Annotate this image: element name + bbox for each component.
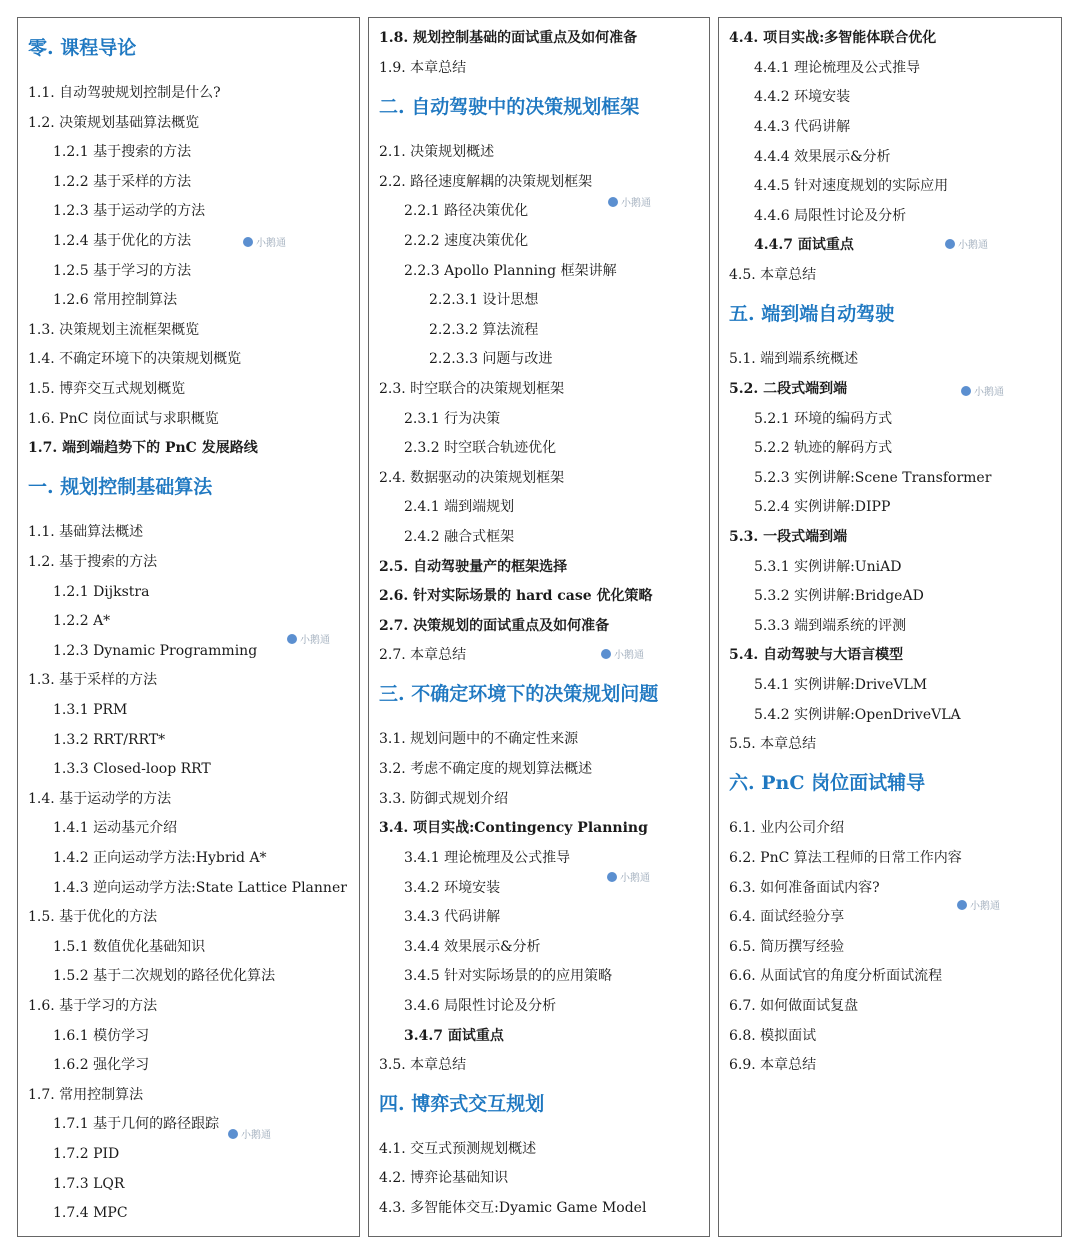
section-heading: 四. 博弈式交互规划 [379, 1093, 545, 1115]
toc-item: 3.4.1 理论梳理及公式推导 [404, 850, 571, 866]
toc-item: 2.7. 决策规划的面试重点及如何准备 [379, 618, 610, 634]
toc-item: 5.4.1 实例讲解:DriveVLM [754, 677, 928, 693]
toc-item: 1.5. 基于优化的方法 [28, 909, 158, 925]
toc-item: 1.2. 基于搜索的方法 [28, 554, 158, 570]
toc-item: 5.3. 一段式端到端 [729, 529, 848, 545]
toc-item: 2.2.3.2 算法流程 [429, 322, 539, 338]
toc-item: 1.7.4 MPC [53, 1205, 128, 1221]
toc-item: 3.4.7 面试重点 [404, 1028, 504, 1044]
toc-item: 1.2.2 A* [53, 613, 111, 629]
toc-item: 5.4. 自动驾驶与大语言模型 [729, 647, 904, 663]
toc-item: 3.5. 本章总结 [379, 1057, 467, 1073]
watermark-logo-icon [287, 634, 297, 644]
toc-item: 2.2.2 速度决策优化 [404, 233, 529, 249]
section-heading: 六. PnC 岗位面试辅导 [729, 772, 926, 794]
toc-item: 5.2.3 实例讲解:Scene Transformer [754, 470, 992, 486]
toc-item: 5.2.4 实例讲解:DIPP [754, 499, 891, 515]
toc-item: 4.4.3 代码讲解 [754, 119, 851, 135]
toc-item: 1.6. 基于学习的方法 [28, 998, 158, 1014]
watermark-text: 小鹅通 [621, 198, 651, 209]
toc-item: 2.4.2 融合式框架 [404, 529, 515, 545]
section-heading: 三. 不确定环境下的决策规划问题 [379, 683, 659, 705]
toc-column-1 [17, 17, 360, 1237]
toc-item: 4.4.1 理论梳理及公式推导 [754, 60, 921, 76]
watermark-text: 小鹅通 [241, 1130, 271, 1141]
watermark-logo-icon [243, 237, 253, 247]
toc-item: 4.5. 本章总结 [729, 267, 817, 283]
toc-item: 2.2. 路径速度解耦的决策规划框架 [379, 174, 593, 190]
watermark-text: 小鹅通 [620, 873, 650, 884]
toc-item: 2.1. 决策规划概述 [379, 144, 495, 160]
toc-item: 5.2.2 轨迹的解码方式 [754, 440, 893, 456]
toc-item: 6.9. 本章总结 [729, 1057, 817, 1073]
toc-column-2 [368, 17, 710, 1237]
watermark-text: 小鹅通 [970, 901, 1000, 912]
toc-item: 1.5.1 数值优化基础知识 [53, 939, 206, 955]
toc-list [369, 18, 709, 1236]
toc-item: 6.4. 面试经验分享 [729, 909, 845, 925]
toc-list [719, 18, 1061, 1236]
toc-item: 1.2.4 基于优化的方法 [53, 233, 192, 249]
toc-item: 3.4.3 代码讲解 [404, 909, 501, 925]
watermark-mark [961, 383, 1004, 398]
toc-item: 5.3.3 端到端系统的评测 [754, 618, 907, 634]
toc-item: 2.4. 数据驱动的决策规划框架 [379, 470, 565, 486]
toc-item: 1.3.1 PRM [53, 702, 128, 718]
toc-item: 1.3.2 RRT/RRT* [53, 732, 166, 748]
watermark-mark [608, 194, 651, 209]
toc-item: 1.7.3 LQR [53, 1176, 125, 1192]
toc-item: 4.4.2 环境安装 [754, 89, 851, 105]
toc-item: 5.4.2 实例讲解:OpenDriveVLA [754, 707, 961, 723]
toc-item: 1.7. 端到端趋势下的 PnC 发展路线 [28, 440, 258, 456]
toc-item: 1.3.3 Closed-loop RRT [53, 761, 211, 777]
toc-item: 2.3.1 行为决策 [404, 411, 501, 427]
toc-item: 4.1. 交互式预测规划概述 [379, 1141, 537, 1157]
toc-list [18, 18, 359, 1236]
watermark-mark [601, 646, 644, 661]
toc-item: 6.7. 如何做面试复盘 [729, 998, 859, 1014]
toc-item: 6.5. 简历撰写经验 [729, 939, 845, 955]
toc-item: 2.2.1 路径决策优化 [404, 203, 529, 219]
watermark-logo-icon [608, 197, 618, 207]
toc-item: 1.4. 基于运动学的方法 [28, 791, 172, 807]
toc-item: 2.7. 本章总结 [379, 647, 467, 663]
toc-item: 6.1. 业内公司介绍 [729, 820, 845, 836]
toc-item: 2.6. 针对实际场景的 hard case 优化策略 [379, 588, 653, 604]
section-heading: 二. 自动驾驶中的决策规划框架 [379, 96, 640, 118]
toc-item: 4.2. 博弈论基础知识 [379, 1170, 509, 1186]
toc-item: 2.2.3 Apollo Planning 框架讲解 [404, 263, 617, 279]
watermark-text: 小鹅通 [974, 387, 1004, 398]
watermark-mark [607, 869, 650, 884]
watermark-logo-icon [228, 1129, 238, 1139]
toc-item: 2.4.1 端到端规划 [404, 499, 515, 515]
watermark-text: 小鹅通 [300, 635, 330, 646]
toc-item: 1.1. 基础算法概述 [28, 524, 144, 540]
watermark-logo-icon [601, 649, 611, 659]
toc-item: 2.3. 时空联合的决策规划框架 [379, 381, 565, 397]
toc-item: 1.4.2 正向运动学方法:Hybrid A* [53, 850, 267, 866]
toc-item: 3.3. 防御式规划介绍 [379, 791, 509, 807]
toc-item: 4.4.7 面试重点 [754, 237, 854, 253]
toc-item: 3.4.6 局限性讨论及分析 [404, 998, 557, 1014]
toc-item: 1.7.1 基于几何的路径跟踪 [53, 1116, 220, 1132]
toc-item: 1.3. 决策规划主流框架概览 [28, 322, 200, 338]
toc-item: 3.1. 规划问题中的不确定性来源 [379, 731, 579, 747]
toc-item: 1.5. 博弈交互式规划概览 [28, 381, 186, 397]
section-heading: 一. 规划控制基础算法 [28, 476, 213, 498]
toc-item: 2.2.3.3 问题与改进 [429, 351, 553, 367]
toc-item: 1.6.2 强化学习 [53, 1057, 150, 1073]
toc-item: 1.7.2 PID [53, 1146, 120, 1162]
toc-column-3 [718, 17, 1062, 1237]
watermark-mark [957, 897, 1000, 912]
toc-item: 3.4.2 环境安装 [404, 880, 501, 896]
toc-item: 3.4.5 针对实际场景的的应用策略 [404, 968, 613, 984]
toc-item: 5.3.2 实例讲解:BridgeAD [754, 588, 924, 604]
watermark-logo-icon [607, 872, 617, 882]
watermark-logo-icon [945, 239, 955, 249]
toc-item: 6.2. PnC 算法工程师的日常工作内容 [729, 850, 962, 866]
toc-item: 1.4. 不确定环境下的决策规划概览 [28, 351, 242, 367]
toc-item: 1.6.1 模仿学习 [53, 1028, 150, 1044]
toc-item: 6.3. 如何准备面试内容? [729, 880, 880, 896]
toc-item: 6.8. 模拟面试 [729, 1028, 817, 1044]
toc-item: 4.4. 项目实战:多智能体联合优化 [729, 30, 937, 46]
toc-item: 1.5.2 基于二次规划的路径优化算法 [53, 968, 276, 984]
toc-item: 2.5. 自动驾驶量产的框架选择 [379, 559, 568, 575]
toc-item: 1.4.1 运动基元介绍 [53, 820, 178, 836]
toc-item: 3.4. 项目实战:Contingency Planning [379, 820, 648, 836]
toc-item: 4.3. 多智能体交互:Dyamic Game Model [379, 1200, 647, 1216]
toc-item: 3.2. 考虑不确定度的规划算法概述 [379, 761, 593, 777]
section-heading: 五. 端到端自动驾驶 [729, 303, 895, 325]
watermark-mark [228, 1126, 271, 1141]
toc-item: 5.5. 本章总结 [729, 736, 817, 752]
toc-item: 1.6. PnC 岗位面试与求职概览 [28, 411, 219, 427]
section-heading: 零. 课程导论 [28, 37, 137, 59]
toc-item: 1.4.3 逆向运动学方法:State Lattice Planner [53, 880, 347, 896]
watermark-mark [287, 631, 330, 646]
watermark-text: 小鹅通 [614, 650, 644, 661]
watermark-mark [945, 236, 988, 251]
toc-item: 1.2. 决策规划基础算法概览 [28, 115, 200, 131]
watermark-mark [243, 234, 286, 249]
toc-item: 6.6. 从面试官的角度分析面试流程 [729, 968, 943, 984]
toc-item: 1.2.2 基于采样的方法 [53, 174, 192, 190]
toc-item: 3.4.4 效果展示&分析 [404, 939, 541, 955]
toc-item: 1.2.5 基于学习的方法 [53, 263, 192, 279]
toc-item: 2.3.2 时空联合轨迹优化 [404, 440, 557, 456]
watermark-logo-icon [957, 900, 967, 910]
watermark-logo-icon [961, 386, 971, 396]
watermark-text: 小鹅通 [256, 238, 286, 249]
toc-item: 1.8. 规划控制基础的面试重点及如何准备 [379, 30, 638, 46]
toc-item: 2.2.3.1 设计思想 [429, 292, 539, 308]
toc-item: 5.1. 端到端系统概述 [729, 351, 859, 367]
toc-item: 5.2. 二段式端到端 [729, 381, 848, 397]
toc-item: 1.2.1 Dijkstra [53, 584, 150, 600]
toc-item: 5.2.1 环境的编码方式 [754, 411, 893, 427]
toc-item: 4.4.6 局限性讨论及分析 [754, 208, 907, 224]
toc-item: 1.2.1 基于搜索的方法 [53, 144, 192, 160]
toc-item: 1.7. 常用控制算法 [28, 1087, 144, 1103]
toc-item: 1.3. 基于采样的方法 [28, 672, 158, 688]
toc-item: 1.9. 本章总结 [379, 60, 467, 76]
toc-item: 1.2.6 常用控制算法 [53, 292, 178, 308]
toc-item: 1.2.3 Dynamic Programming [53, 643, 258, 659]
watermark-text: 小鹅通 [958, 240, 988, 251]
toc-item: 4.4.4 效果展示&分析 [754, 149, 891, 165]
toc-item: 4.4.5 针对速度规划的实际应用 [754, 178, 949, 194]
toc-item: 1.2.3 基于运动学的方法 [53, 203, 206, 219]
toc-item: 5.3.1 实例讲解:UniAD [754, 559, 902, 575]
toc-item: 1.1. 自动驾驶规划控制是什么? [28, 85, 221, 101]
